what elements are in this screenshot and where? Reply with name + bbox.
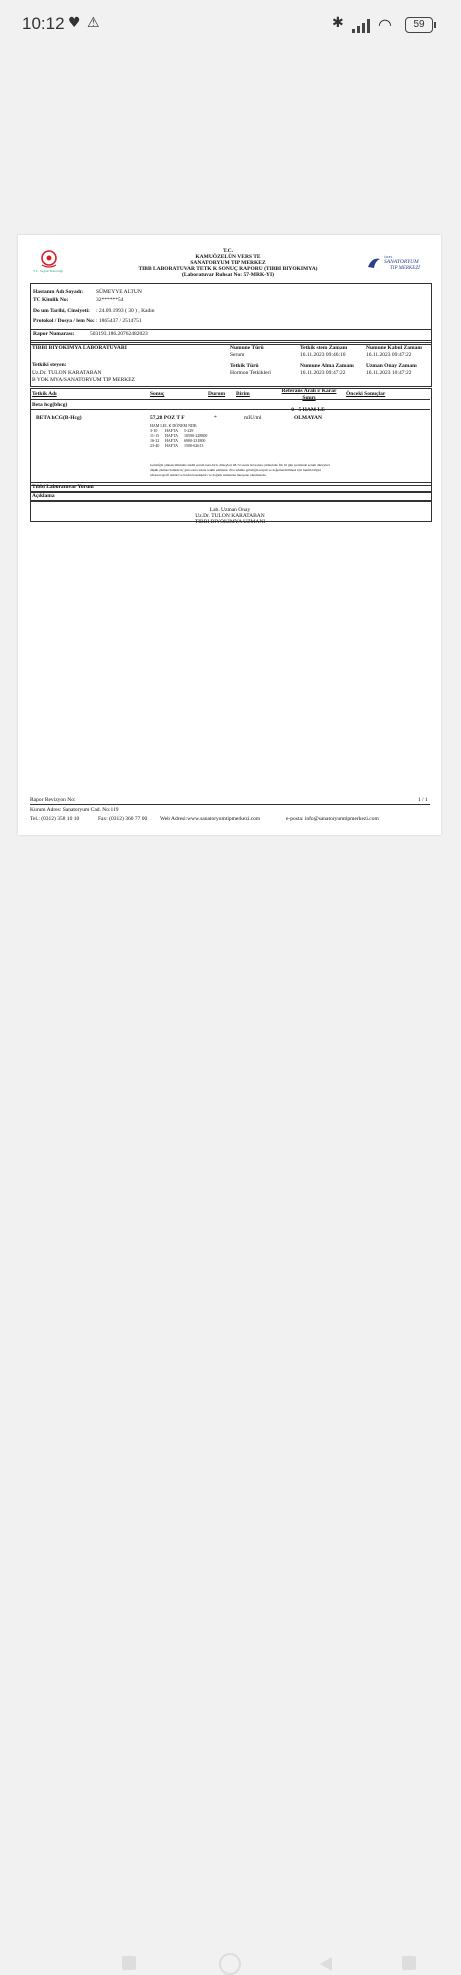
signature-line3: TIBBI BIYOKIMYA UZMANI — [194, 519, 266, 525]
header-line4: TIBB LABORATUVAR TETK K SONUÇ RAPORU (TIBBI BIYOKIMYA) — [138, 266, 318, 272]
comment-label: Tıbbi Laboratuvar Yorum — [32, 484, 94, 490]
reference-line2: OLMAYAN — [293, 415, 322, 421]
recent-apps-button[interactable] — [122, 1956, 136, 1970]
header-line3: SANATORYUM TIP MERKEZ — [190, 260, 266, 266]
patient-tc: 32******54 — [96, 297, 124, 303]
back-button[interactable] — [318, 1956, 334, 1972]
signature-line2: Uz.Dr. TULON KARATABAN — [195, 513, 265, 519]
report-number: 503193.186.20762482023 — [90, 331, 148, 337]
clock: 10:12 — [22, 14, 65, 33]
footer-fax: Fax: (0312) 360 77 00 — [98, 816, 148, 822]
result-value: 57,28 POZ T F — [150, 415, 185, 421]
note-line2: düşük çıkmaz halinde üç gün sonra tekrar tetkik edilmesi. Zira tahmin gebeliğin tespiti ve değerlendirilmesi için hekim bilgisi — [150, 468, 321, 472]
lab-report-page[interactable]: T.C. Sağlık Bakanlığı T.C. KAMUÖZELÜN VERS TE SANATORYUM TIP MERKEZ TIBB LABORATUVAR TETK K SONUÇ RAPORU (TIBBI BIYOKIMYA) (Laboratuvar Ruhsat No: 57-MRK-YI) ÖZEL SANATORYUM TIP MERKEZİ Hastanın Adı Soyadı: SÜMEYYE ALTUN TC Kimlik No: 32******54 Do um Tarihi, Cinsiyeti: : 24.09.1993 ( 30 ) , Kadın Protokol / Dosya / lem No: : 1865437 / 2514751 Rapor Numarası: 503193.186.20762482023 TIBBI BIYOKIMYA LABORATUVARI Tetkiki steyen: Uz.Dr. TULON KARATABAN B YOK MYA/SANATORYUM TIP MERKEZ Numune Türü Serum Tetkik Türü Hormon Tetkikleri Tetkik stem Zamanı 16.11.2023 09:46:10 Numune Alma Zamanı 16.11.2023 09:47:22 Numune Kabul Zamanı 16.11.2023 09:47:22 Uzman Onay Zamanı 16.11.2023 10:47:22 Tetkik Adı Sonuç Durum Birim Referans Aralı ı/ Karar Sınırı Önceki Sonuçlar Beta hcg(bhcg) 0 - 5 HAM LE BETA hCG(B-Hcg) 57,28 POZ T F * mIU/ml OLMAYAN HAM LEL K DÖNEM NDE: 3-10 HAFTA 5-229 11-15 HAFTA 10590-228800 16-22 HAFTA 6900-231800 23-40 HAFTA 1500-62613 Gebeliğin yüksek ihtimalle takibi serum beta-hCG düzeyleri 48-72 saatte iki katına çıkmalıdır. İlk 10 gün içerisinde serum düzeyleri düşük çıkmaz halinde üç gün sonra tekrar tetkik edilmesi. Zira tahmin gebeliğin tespiti ve değerlendirilmesi için hekim bilgisi ultrasonografi tetkiki ve Kadın hastalıkları ve doğum uzmanına muayene olunmalıdır. Tıbbi Laboratuvar Yorum Açıklama Lab. Uzman Onay Uz.Dr. TULON KARATABAN TIBBI BIYOKIMYA UZMANI Rapor Revizyon No: 1 / 1 Kurum Adres: Sanatoryum Cad. No:119 Tel.: (0312) 358 10 10 Fax: (0312) 360 77 00 Web Adresi:www.sanatoryumtipmerkezi.com e-posta: info@sanatoryumtipmerkezi.com — [18, 235, 441, 835]
navigation-bar — [0, 970, 461, 1024]
col-test-name: Tetkik Adı — [32, 391, 57, 397]
sanatoryum-logo: ÖZEL SANATORYUM TIP MERKEZİ — [366, 253, 430, 273]
footer-address: Kurum Adres: Sanatoryum Cad. No:119 — [30, 807, 119, 813]
battery-level: 59 — [413, 19, 425, 30]
ministry-logo-caption: T.C. Sağlık Bakanlığı — [33, 269, 64, 273]
status-bar — [0, 0, 461, 52]
description-label: Açıklama — [32, 493, 55, 499]
result-unit: mIU/ml — [244, 415, 262, 421]
request-time: 16.11.2023 09:46:10 — [300, 352, 346, 358]
approve-time: 16.11.2023 10:47:22 — [366, 370, 412, 376]
result-status: * — [214, 415, 217, 421]
patient-dob: : 24.09.1993 ( 30 ) , Kadın — [96, 308, 155, 314]
divider — [30, 399, 430, 400]
col-unit: Birim — [236, 391, 250, 397]
note-line3: ultrasonografi tetkiki ve Kadın hastalıkları ve doğum uzmanına muayene olunmalıdır. — [150, 473, 267, 477]
footer-divider — [30, 804, 430, 805]
sample-type: Serum — [230, 352, 245, 358]
warning-icon: ⚠ — [87, 15, 100, 31]
footer-tel: Tel.: (0312) 358 10 10 — [30, 816, 80, 822]
test-type: Hormon Tetkikleri — [230, 370, 271, 376]
revision-label: Rapor Revizyon No: — [30, 797, 76, 803]
lab-department: TIBBI BIYOKIMYA LABORATUVARI — [32, 345, 127, 351]
requester-unit: B YOK MYA/SANATORYUM TIP MERKEZ — [32, 377, 135, 383]
col-status: Durum — [208, 391, 226, 397]
more-button[interactable] — [402, 1956, 416, 1970]
note-line1: Gebeliğin yüksek ihtimalle takibi serum beta-hCG düzeyleri 48-72 saatte iki katına çıkmalıdır. İlk 10 gün içerisinde serum düzeyleri — [150, 463, 330, 467]
header-line2: KAMUÖZELÜN VERS TE — [195, 254, 261, 260]
sanatoryum-emblem-icon — [366, 255, 382, 271]
battery-icon — [405, 17, 433, 33]
page-number: 1 / 1 — [418, 797, 428, 803]
group-name: Beta hcg(bhcg) — [32, 402, 68, 408]
collect-time: 16.11.2023 09:47:22 — [300, 370, 346, 376]
col-result: Sonuç — [150, 391, 165, 397]
bluetooth-icon: ✱ — [332, 15, 344, 31]
home-button[interactable] — [219, 1953, 241, 1975]
footer-email: e-posta: info@sanatoryumtipmerkezi.com — [286, 816, 379, 822]
footer-web: Web Adresi:www.sanatoryumtipmerkezi.com — [160, 816, 261, 822]
pregnancy-title: HAM LEL K DÖNEM NDE: — [150, 423, 198, 428]
ministry-logo-icon — [38, 249, 60, 269]
patient-name: SÜMEYYE ALTUN — [96, 289, 142, 295]
col-reference: Referans Aralı ı/ Karar Sınırı — [281, 388, 337, 401]
requester-name: Uz.Dr. TULON KARATABAN — [32, 370, 102, 376]
reference-line1: 0 - 5 HAM LE — [291, 407, 325, 413]
col-previous: Önceki Sonuçlar — [346, 391, 386, 397]
header-line5: (Laboratuvar Ruhsat No: 57-MRK-YI) — [181, 272, 275, 278]
signal-icon — [352, 17, 374, 33]
sleep-icon: ♥ — [68, 15, 81, 31]
test-name: BETA hCG(B-Hcg) — [36, 415, 82, 421]
patient-protocol: : 1865437 / 2514751 — [96, 318, 142, 324]
divider — [30, 409, 430, 410]
header-line1: T.C. — [223, 248, 233, 254]
wifi-icon: ◠ — [378, 15, 392, 34]
accept-time: 16.11.2023 09:47:22 — [366, 352, 412, 358]
signature-line1: Lab. Uzman Onay — [209, 507, 251, 513]
